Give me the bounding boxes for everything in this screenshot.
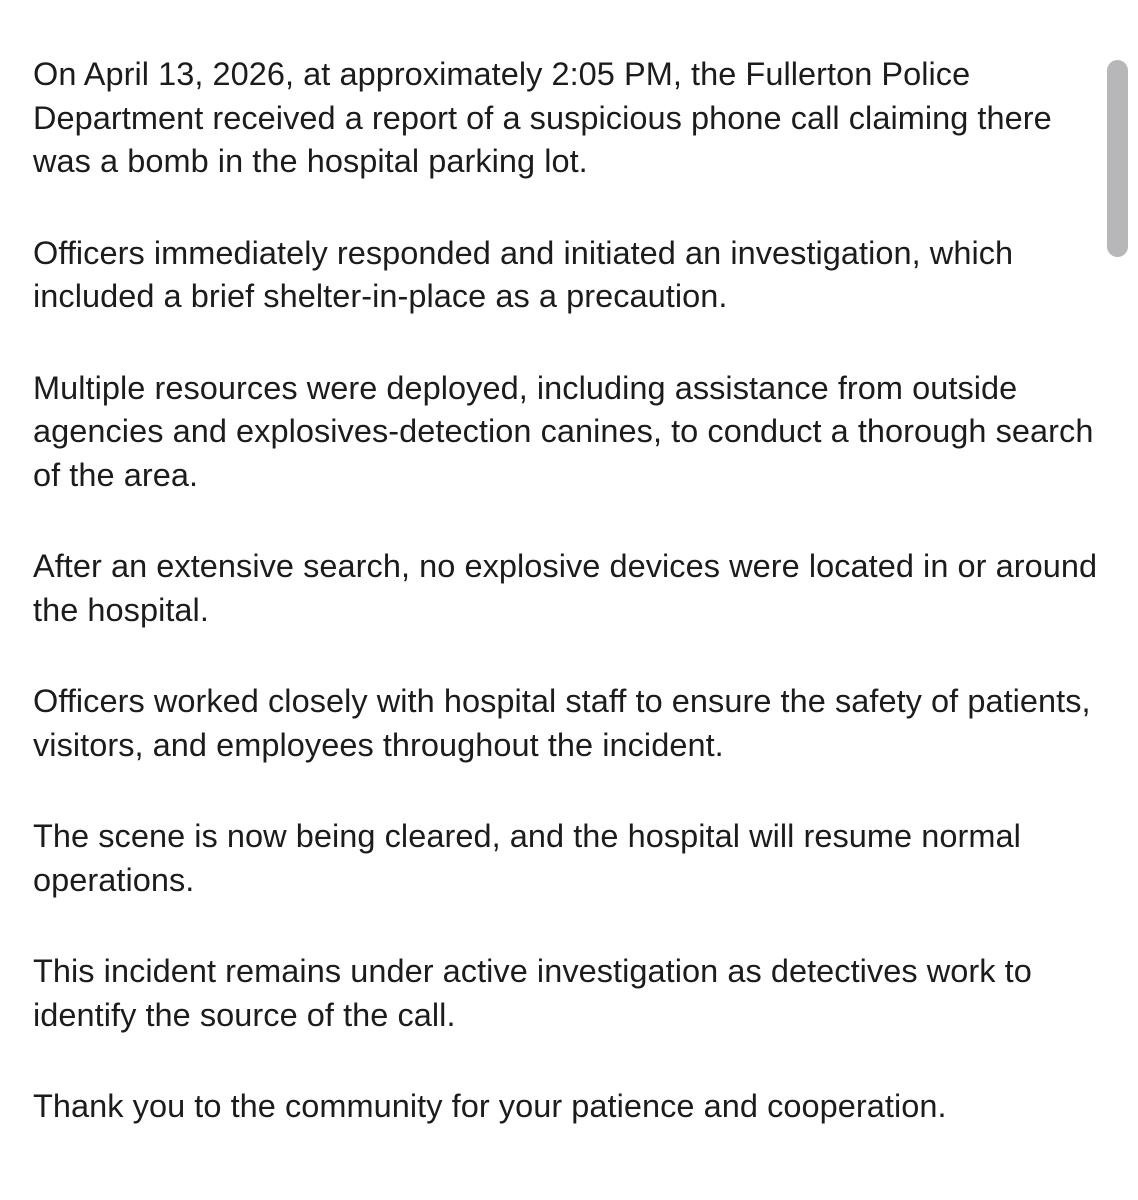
paragraph-resources-deployed: Multiple resources were deployed, including assistance from outside agencies and explosives-detection canines, to conduct a thorough search of the area. [33,369,1094,493]
paragraph-scene-cleared: The scene is now being cleared, and the hospital will resume normal operations. [33,818,1021,898]
paragraph-staff-coordination: Officers worked closely with hospital staff to ensure the safety of patients, visitors, and employees throughout the incident. [33,683,1091,763]
paragraph-officer-response: Officers immediately responded and initiated an investigation, which included a brief shelter-in-place as a precaution. [33,234,1014,314]
document-body [33,53,1108,1129]
paragraph-incident-report: On April 13, 2026, at approximately 2:05 PM, the Fullerton Police Department received a report of a suspicious phone call claiming there was a bomb in the hospital parking lot. [33,56,1052,179]
paragraph-active-investigation: This incident remains under active investigation as detectives work to identify the source of the call. [33,953,1032,1033]
paragraph-thank-you: Thank you to the community for your patience and cooperation. [33,1088,947,1124]
paragraph-search-result: After an extensive search, no explosive devices were located in or around the hospital. [33,548,1098,628]
scrollbar-thumb[interactable] [1107,60,1128,257]
